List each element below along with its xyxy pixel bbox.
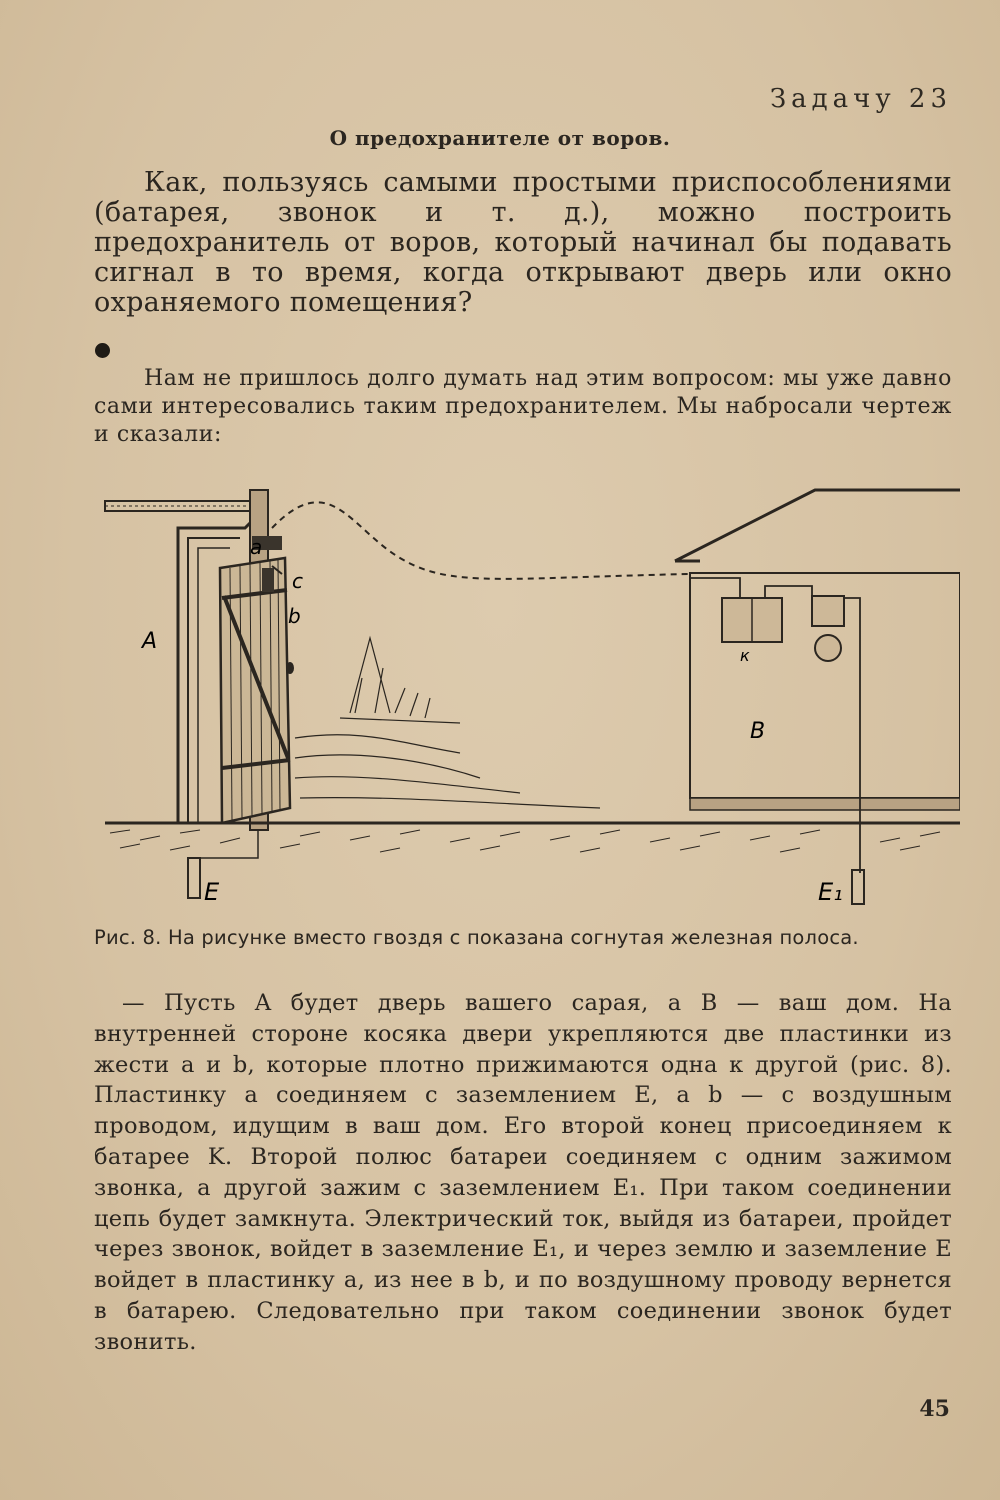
bell bbox=[812, 596, 844, 626]
label-earth-e: E bbox=[204, 878, 220, 906]
section-title: О предохранителе от воров. bbox=[329, 126, 671, 150]
landscape bbox=[295, 638, 600, 808]
figure-caption: Рис. 8. На рисунке вместо гвоздя c показана согнутая железная полоса. bbox=[94, 926, 859, 949]
answer-body bbox=[94, 988, 952, 1358]
bell-dome bbox=[815, 635, 841, 661]
alarm-circuit-illustration bbox=[100, 478, 960, 908]
running-head: Задачу 23 bbox=[769, 84, 952, 114]
earth-plate-e bbox=[188, 858, 200, 898]
label-a: a bbox=[250, 535, 263, 559]
plate-b bbox=[262, 568, 274, 592]
figure-8-diagram bbox=[100, 478, 960, 908]
ground-wire-e bbox=[200, 830, 258, 858]
label-earth-e1: E₁ bbox=[818, 878, 843, 906]
problem-question: Как, пользуясь самыми простыми приспособлениями (батарея, звонок и т. д.), можно построить предохранитель от воров, который начинал бы подавать сигнал в то время, когда открывают дверь или окно охраняемого помещения? bbox=[94, 167, 952, 318]
answer-intro: Нам не пришлось долго думать над этим вопросом: мы уже давно сами интересовались таким предохранителем. Мы набросали чертеж и сказали: bbox=[94, 366, 952, 447]
label-c: c bbox=[292, 569, 303, 593]
label-door-a: A bbox=[142, 629, 158, 654]
door-handle bbox=[286, 662, 294, 674]
label-battery-k: к bbox=[740, 646, 750, 665]
answer-paragraph: — Пусть A будет дверь вашего сарая, а B — ваш дом. На внутренней стороне косяка двери укрепляются две пластинки из жести a и b, которые плотно прижимаются одна к другой (рис. 8). Пластинку a соединяем с заземлением E, а b — с воздушным проводом, идущим в ваш дом. Его второй конец присоединяем к батарее K. Второй полюс батареи соединяем с одним зажимом звонка, а другой зажим с заземлением E₁. При таком соединении цепь будет замкнута. Электрический ток, выйдя из батареи, пройдет через звонок, войдет в заземление E₁, и через землю и заземление E войдет в пластинку a, из нее в b, и по воздушному проводу вернется в батарею. Следовательно при таком соединении звонок будет звонить. bbox=[94, 990, 952, 1355]
label-b: b bbox=[288, 604, 301, 628]
ground-hatching bbox=[110, 830, 940, 852]
house-foundation bbox=[690, 798, 960, 810]
bullet-dot bbox=[95, 343, 110, 358]
page-number: 45 bbox=[919, 1396, 950, 1422]
house-roof bbox=[675, 490, 960, 561]
earth-plate-e1 bbox=[852, 870, 864, 904]
overhead-wire bbox=[272, 502, 690, 579]
label-house-b: B bbox=[750, 719, 766, 744]
